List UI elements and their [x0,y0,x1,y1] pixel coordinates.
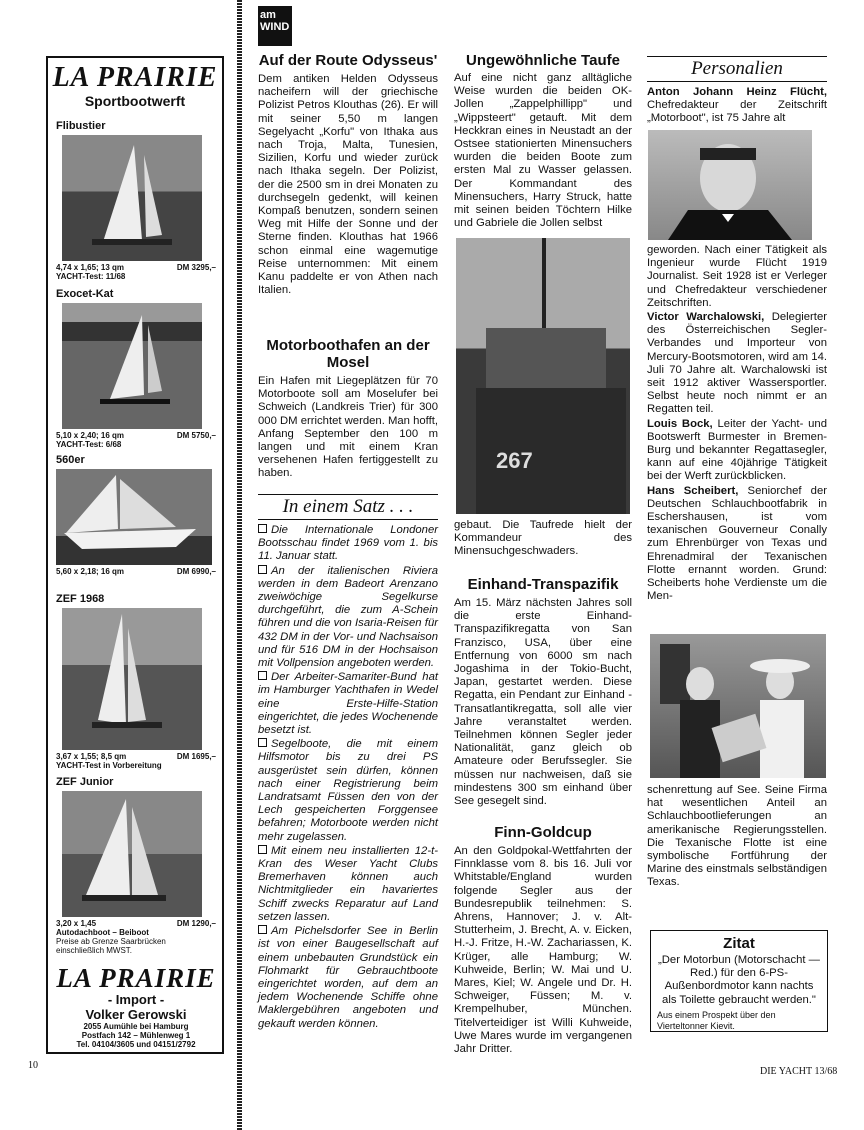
satz-item: Der Arbeiter-Samariter-Bund hat im Hamburger Yachthafen in Wedel eine Erste-Hilfe-Station eingerichtet, die jedes Wochenende besetzt ist. [258,671,438,737]
article-body: Dem antiken Helden Odysseus nacheifern will der griechische Polizist Petros Klouthas (26). Er will mit seiner 5,50 m langen Segelyacht „Korfu" von Ithaka aus nach Troja, Malta, Tunesien, Sizilien, Korfu und wieder zurück nach Ithaka segeln. Der Polizist, der die 2500 sm in drei Monaten zu durchsegeln gedenkt, will keinen Kompaß benutzen, sondern seinen Weg mit Hilfe der Sonne und der Sterne finden. Klouthas hat 1966 schon einmal eine wagemutige Reise unternommen: Mit einem Kanu paddelte er von Athen nach Italien. [258,73,438,297]
catamaran-photo [62,303,202,429]
product-flibustier [56,120,216,281]
product-spec: 5,10 x 2,40; 16 qm [56,431,125,440]
satz-item: Die Internationale Londoner Bootsschau findet 1969 vom 1. bis 11. Januar statt. [258,524,438,563]
sailboat-photo [56,469,212,565]
in-einem-satz [258,494,438,1032]
portrait-photo [648,130,812,240]
satz-item: Am Pichelsdorfer See in Berlin ist von einer Baugesellschaft auf einem unbebauten Grundstück ein Flohmarkt für Gebrauchtboote eingerichtet worden, auf dem an jedem Wochenende Schiffe ohne Maklergebühren angeboten und gekauft werden können. [258,925,438,1030]
article-taufe [454,52,632,230]
product-test: YACHT-Test: 6/68 [56,440,122,449]
article-title: Auf der Route Odysseus' [258,52,438,69]
product-zef-1968 [56,593,216,770]
product-price: DM 6990,– [176,567,216,576]
zitat-source: Aus einem Prospekt über den Vierteltonner Kievit. [657,1009,776,1031]
import-brand: LA PRAIRIE [56,963,216,993]
product-name: Exocet-Kat [56,288,114,300]
personalien-continued [647,244,827,603]
ad-brand: LA PRAIRIE [52,62,218,93]
product-test: YACHT-Test: 11/68 [56,272,126,281]
page-number: 10 [28,1060,38,1071]
product-exocet-kat [56,288,216,449]
product-test: YACHT-Test in Vorbereitung [56,761,162,770]
product-price: DM 1290,– [176,919,216,928]
article-transpazifik [454,576,632,808]
section-title: Personalien [647,56,827,82]
column-divider [237,0,242,1130]
product-name: ZEF Junior [56,776,114,788]
person-entry: Louis Bock, Leiter der Yacht- und Bootswerft Burmester in Bremen-Burg und bekannter Regattasegler, kann auf eine 40jährige Tätigkeit bei der Werft zurückblicken. [647,417,827,483]
hull-number: 267 [496,448,533,473]
square-bullet-icon [258,845,267,854]
square-bullet-icon [258,524,267,533]
person-entry: Anton Johann Heinz Flücht, Chefredakteur der Zeitschrift „Motorboot", ist 75 Jahre alt [647,86,827,125]
article-taufe-continued: gebaut. Die Taufrede hielt der Kommandeur des Minensuchgeschwaders. [454,519,632,558]
product-name: ZEF 1968 [56,593,105,605]
product-price: DM 1695,– [176,752,216,761]
product-spec: 5,60 x 2,18; 16 qm [56,567,125,576]
issue-label: DIE YACHT 13/68 [760,1066,838,1077]
zitat-title: Zitat [723,935,755,952]
product-name: Flibustier [56,120,106,132]
person-entry: Hans Scheibert, Seniorchef der Deutschen Schlauchbootfabrik in Eschershausen, ist vom texanischen Gouverneur Conally zum Ehrenbürger von Texas und Ehrenadmiral der Texanischen Flotte ernannt worden. Grund: Scheiberts hohe Verdienste um die Men- [647,484,827,603]
product-price: DM 5750,– [176,431,216,440]
importer-name: Volker Gerowski [85,1007,187,1022]
address-line: 2055 Aumühle bei Hamburg [83,1022,189,1031]
zitat-quote: „Der Motorbun (Motorschacht — Red.) für den 6-PS-Außenbordmotor kann nachts als Toilette gebraucht werden." [658,954,820,1006]
satz-item: Segelboote, die mit einem Hilfsmotor bis zu drei PS ausgerüstet sein dürfen, können nach einer Registrierung beim Landratsamt Füssen den von der Lech gespeicherten Forggensee befahren; Motorboote werden nicht mehr zugelassen. [258,738,438,843]
sailboat-photo [62,135,202,261]
price-note: Preise ab Grenze Saarbrücken einschließlich MWST. [56,937,166,955]
person-entry: Victor Warchalowski, Delegierter des Österreichischen Segler-Verbandes und Importeur von Mercury-Bootsmotoren, wird am 14. Juli 70 Jahre alt. Warchalowski ist seit 1912 aktiver Wassersportler. Selbst heute noch nimmt er an Regatten teil. [647,311,827,416]
article-body: Am 15. März nächsten Jahres soll die erste Einhand-Transpazifikregatta von San Franzisco, USA, über eine Entfernung von 6000 sm nach Jogashima in der Tokio-Bucht, Japan, gestartet werden. Diese Regatta, ein Pendant zur Einhand - Transatlantikregatta, soll alle vier Jahre veranstaltet werden. Teilnehmen können Segler jeder Nationalität, ganz gleich ob Amateure oder Berufssegler. Sie müssen nur nachweisen, daß sie mindestens 300 sm einhand über See gesegelt sind. [454,597,632,808]
article-body: An den Goldpokal-Wettfahrten der Finnklasse vom 8. bis 16. Juli vor Whitstable/England wurden folgende Segler aus der Bundesrepublik teilnehmen: S. Ahrens, Hannover; J. v. Alt-Stutterheim, J. Brecht, A. v. Eicken, H.-J. Fritze, H.-W. Zachariassen, K. Krüger, alle Hamburg; W. Kuhweide, Berlin; W. Mai und U. Mares, Kiel; W. Angele und Dr. H. Schweiger, Füssen; M. v. Krempelhuber, München. Titelverteidiger ist Willi Kuhweide, Uwe Mares wurde im vergangenen Jahr Dritter. [454,845,632,1056]
article-title: Finn-Goldcup [494,824,592,841]
phone-line: Tel. 04104/3605 und 04151/2792 [76,1040,196,1049]
square-bullet-icon [258,671,267,680]
personalien-section [647,56,827,126]
square-bullet-icon [258,565,267,574]
product-price: DM 3295,– [176,263,216,272]
article-body: Auf eine nicht ganz alltägliche Weise wurden die beiden OK-Jollen „Zappelphillipp" und „Wippsteert" getauft. Mit dem Heckkran eines in Neustadt an der Ostsee stationierten Minensuchers wurden die beiden Boote zum ersten Mal zu Wasser gelassen. Der Kommandant des Minensuchers, Harry Struck, hatte mit seinen beiden Töchtern Hilke und Gabriele die Jollen selbst [454,72,632,230]
product-name: 560er [56,454,85,466]
article-body: Ein Hafen mit Liegeplätzen für 70 Motorboote soll am Moselufer bei Schweich (Landkreis Trier) für 300 000 DM errichtet werden. Man hofft, Anfang September den 100 m langen und mit einem Kran versehenen Hafen fertiggestellt zu haben. [258,375,438,480]
ad-subtitle: Sportbootwerft [84,93,186,109]
la-prairie-advertisement [46,56,224,1054]
square-bullet-icon [258,925,267,934]
product-test: Autodachboot – Beiboot [56,928,149,937]
satz-item: Mit einem neu installierten 12-t-Kran des Weser Yacht Clubs Bremerhaven können auch Nichtmitglieder ein havariertes Schiff zwecks Reparatur auf Land setzen lassen. [258,844,438,923]
import-label: - Import - [107,992,165,1007]
am-wind-logo: am WIND [258,6,292,46]
product-spec: 3,20 x 1,45 [56,919,97,928]
product-spec: 3,67 x 1,55; 8,5 qm [56,752,127,761]
award-photo [650,634,826,778]
person-entry: geworden. Nach einer Tätigkeit als Ingenieur wurde Flücht 1919 Journalist. Seit 1928 ist er Verleger und Chefredakteur verschiedener Zeitschriften. [647,244,827,309]
personalien-end: schenrettung auf See. Seine Firma hat wesentlichen Anteil an Schlauchbootlieferungen an amerikanische Regierungsstellen. Die Texanische Flotte ist eine symbolische Fortführung der Marine des einstmals selbständigen Texas. [647,784,827,889]
product-560er [56,454,216,576]
dinghy-photo [62,608,202,750]
section-title: In einem Satz . . . [258,494,438,520]
article-odysseus [258,52,438,297]
article-title: Einhand-Transpazifik [467,576,619,593]
address-line: Postfach 142 – Mühlenweg 1 [81,1031,191,1040]
article-finn-goldcup [454,824,632,1056]
article-title: Motorboothafen an der Mosel [266,337,430,371]
zitat-box [650,930,828,1032]
product-spec: 4,74 x 1,65; 13 qm [56,263,125,272]
importer-block [54,964,218,1049]
satz-item: An der italienischen Riviera werden in dem Badeort Arenzano zweiwöchige Segelkurse durchgeführt, die zum A-Schein führen und die von Isaria-Reisen für 432 DM in der Vor- und Nachsaison und für 516 DM in der Hochsaison mit Vollpension angeboten werden. [258,564,438,670]
article-title: Ungewöhnliche Taufe [466,52,620,69]
product-zef-junior [56,776,216,955]
dinghy-photo [62,791,202,917]
minesweeper-photo [456,238,630,514]
square-bullet-icon [258,738,267,747]
article-mosel [258,337,438,481]
